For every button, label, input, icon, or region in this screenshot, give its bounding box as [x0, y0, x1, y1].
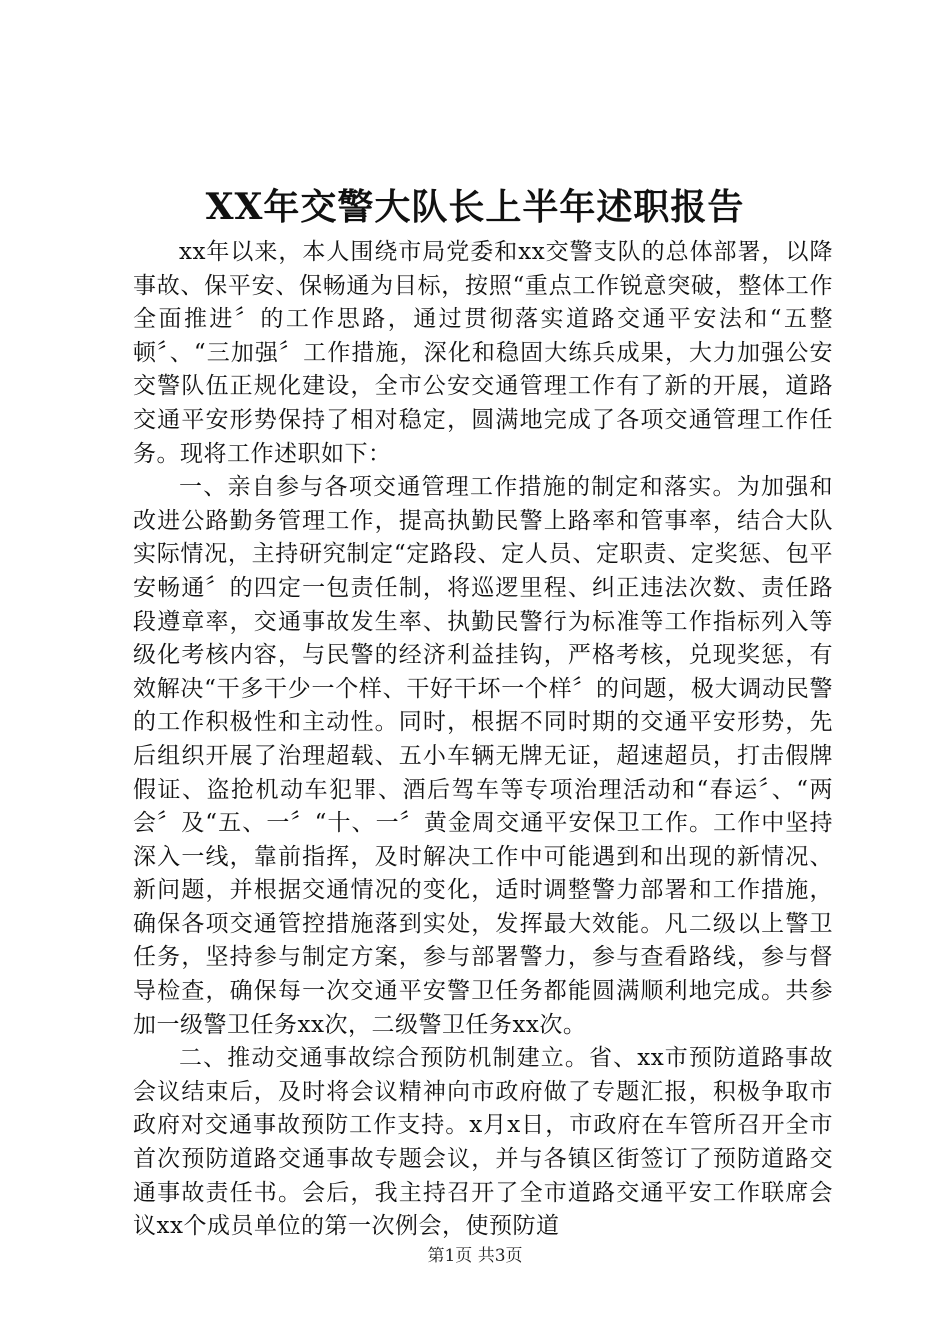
paragraph-section-1: 一、亲自参与各项交通管理工作措施的制定和落实。为加强和改进公路勤务管理工作，提高执勤民警上路率和管事率，结合大队实际情况，主持研究制定“定路段、定人员、定职责、定奖惩、包平安畅通〞的四定一包责任制，将巡逻里程、纠正违法次数、责任路段遵章率，交通事故发生率、执勤民警行为标准等工作指标列入等级化考核内容，与民警的经济利益挂钩，严格考核，兑现奖惩，有效解决“干多干少一个样、干好干坏一个样〞的问题，极大调动民警的工作积极性和主动性。同时，根据不同时期的交通平安形势，先后组织开展了治理超载、五小车辆无牌无证，超速超员，打击假牌假证、盗抢机动车犯罪、酒后驾车等专项治理活动和“春运〞、“两会〞及“五、一〞“十、一〞黄金周交通平安保卫工作。工作中坚持深入一线，靠前指挥，及时解决工作中可能遇到和出现的新情况、新问题，并根据交通情况的变化，适时调整警力部署和工作措施，确保各项交通管控措施落到实处，发挥最大效能。凡二级以上警卫任务，坚持参与制定方案，参与部署警力，参与查看路线，参与督导检查，确保每一次交通平安警卫任务都能圆满顺利地完成。共参加一级警卫任务xx次，二级警卫任务xx次。 [133, 474, 833, 1038]
page-footer: 第1页 共3页 [427, 1246, 523, 1266]
paragraph-intro: xx年以来，本人围绕市局党委和xx交警支队的总体部署，以降事故、保平安、保畅通为目标，按照“重点工作锐意突破，整体工作全面推进〞的工作思路，通过贯彻落实道路交通平安法和“五整顿〞、“三加强〞工作措施，深化和稳固大练兵成果，大力加强公安交警队伍正规化建设，全市公安交通管理工作有了新的开展，道路交通平安形势保持了相对稳定，圆满地完成了各项交通管理工作任务。现将工作述职如下： [133, 239, 833, 467]
document-body [133, 236, 833, 1244]
paragraph-section-2: 二、推动交通事故综合预防机制建立。省、xx市预防道路事故会议结束后，及时将会议精神向市政府做了专题汇报，积极争取市政府对交通事故预防工作支持。x月x日，市政府在车管所召开全市首次预防道路交通事故专题会议，并与各镇区街签订了预防道路交通事故责任书。会后，我主持召开了全市道路交通平安工作联席会议xx个成员单位的第一次例会，使预防道 [133, 1045, 833, 1240]
document-title: XX年交警大队长上半年述职报告 [205, 186, 745, 228]
